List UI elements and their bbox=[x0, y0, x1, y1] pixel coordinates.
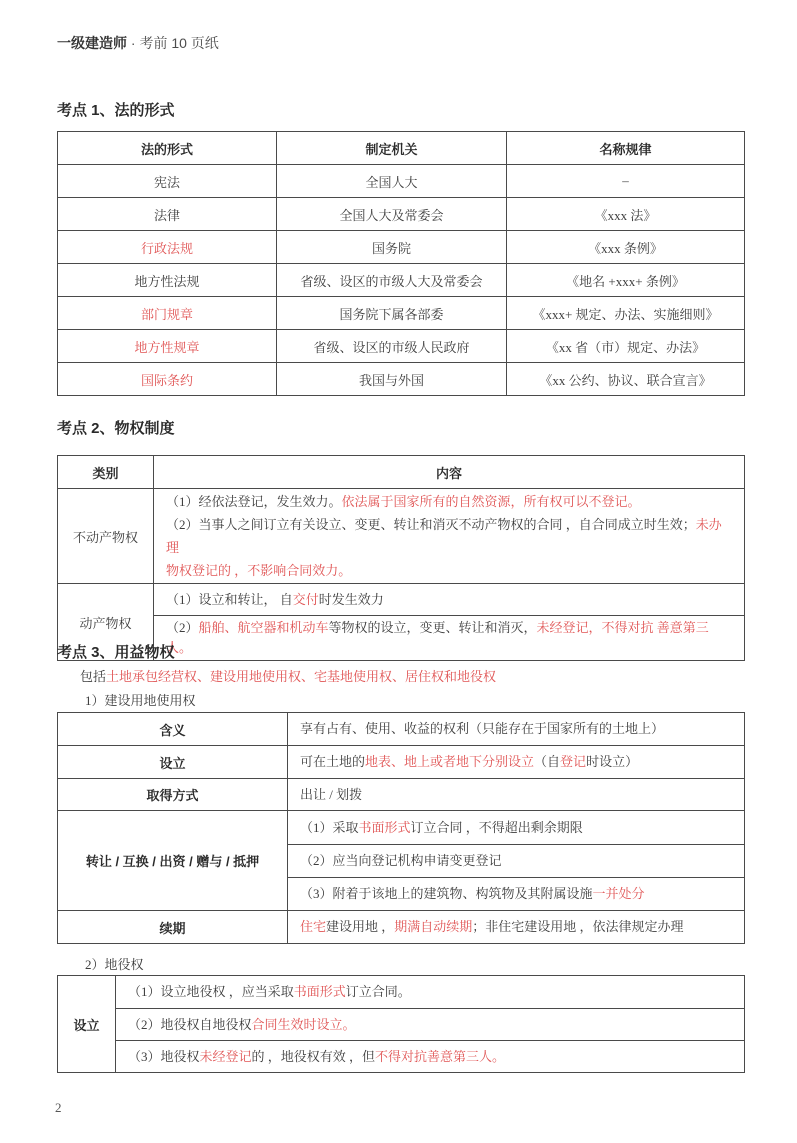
table-row bbox=[58, 489, 745, 584]
cell-transfer-item2: （2）应当向登记机构申请变更登记 bbox=[288, 845, 745, 878]
col-header-category: 类别 bbox=[58, 456, 154, 489]
cell-meaning-label: 含义 bbox=[58, 713, 288, 746]
table-row bbox=[58, 297, 745, 330]
table-row bbox=[58, 231, 745, 264]
cell-enacting-body: 全国人大及常委会 bbox=[277, 198, 507, 231]
cell-transfer-label: 转让 / 互换 / 出资 / 赠与 / 抵押 bbox=[58, 811, 288, 911]
col-header-law-form: 法的形式 bbox=[58, 132, 277, 165]
table-row bbox=[58, 198, 745, 231]
cell-enacting-body: 我国与外国 bbox=[277, 363, 507, 396]
cell-establishment-content: 可在土地的地表、地上或者地下分别设立（自登记时设立） bbox=[288, 746, 745, 779]
cell-easement-establishment-label: 设立 bbox=[58, 976, 116, 1073]
cell-law-form: 法律 bbox=[58, 198, 277, 231]
cell-naming-rule: 《xxx 条例》 bbox=[507, 231, 745, 264]
section-1-title: 考点 1、法的形式 bbox=[57, 102, 175, 119]
table-row bbox=[58, 1041, 745, 1073]
table-header-row bbox=[58, 132, 745, 165]
subsection-2-label: 2）地役权 bbox=[85, 957, 144, 972]
table-row bbox=[58, 779, 745, 811]
cell-meaning-content: 享有占有、使用、收益的权利（只能存在于国家所有的土地上） bbox=[288, 713, 745, 746]
col-header-naming-rule: 名称规律 bbox=[507, 132, 745, 165]
table-row bbox=[58, 911, 745, 944]
table-row bbox=[58, 1009, 745, 1041]
cell-enacting-body: 全国人大 bbox=[277, 165, 507, 198]
cell-law-form: 宪法 bbox=[58, 165, 277, 198]
cell-acquisition-label: 取得方式 bbox=[58, 779, 288, 811]
section-3-intro: 包括土地承包经营权、建设用地使用权、宅基地使用权、居住权和地役权 bbox=[80, 669, 497, 684]
law-forms-table bbox=[57, 131, 745, 396]
cell-immovable-property-label: 不动产物权 bbox=[58, 489, 154, 584]
cell-naming-rule: 《xx 公约、协议、联合宣言》 bbox=[507, 363, 745, 396]
brand-subtitle: · 考前 10 页纸 bbox=[127, 35, 219, 51]
cell-enacting-body: 国务院 bbox=[277, 231, 507, 264]
table-row bbox=[58, 330, 745, 363]
paragraph: 物权登记的 ，不影响合同效力。 bbox=[166, 563, 352, 578]
cell-enacting-body: 省级、设区的市级人民政府 bbox=[277, 330, 507, 363]
table-row bbox=[58, 584, 745, 616]
table-row bbox=[58, 165, 745, 198]
table-row bbox=[58, 976, 745, 1009]
cell-law-form: 行政法规 bbox=[58, 231, 277, 264]
cell-easement-item2: （2）地役权自地役权合同生效时设立。 bbox=[116, 1009, 745, 1041]
construction-land-use-right-table bbox=[57, 712, 745, 944]
cell-naming-rule: 《xxx+ 规定、办法、实施细则》 bbox=[507, 297, 745, 330]
cell-transfer-item1: （1）采取书面形式订立合同 ，不得超出剩余期限 bbox=[288, 811, 745, 845]
cell-law-form: 地方性法规 bbox=[58, 264, 277, 297]
table-header-row bbox=[58, 456, 745, 489]
section-3-title: 考点 3、用益物权 bbox=[57, 644, 175, 661]
cell-easement-item1: （1）设立地役权 ，应当采取书面形式订立合同。 bbox=[116, 976, 745, 1009]
paragraph: （2）当事人之间订立有关设立、变更、转让和消灭不动产物权的合同 ，自合同成立时生效；未办理 bbox=[166, 517, 722, 555]
table-row bbox=[58, 264, 745, 297]
cell-movable-property-item1: （1）设立和转让， 自交付时发生效力 bbox=[154, 584, 745, 616]
cell-naming-rule: 《地名 +xxx+ 条例》 bbox=[507, 264, 745, 297]
property-rights-table bbox=[57, 455, 745, 661]
cell-movable-property-item2: （2）船舶、航空器和机动车等物权的设立，变更、转让和消灭，未经登记，不得对抗 善意第三人。 bbox=[154, 616, 745, 661]
table-row bbox=[58, 811, 745, 845]
cell-renewal-label: 续期 bbox=[58, 911, 288, 944]
cell-immovable-property-content bbox=[154, 489, 745, 584]
brand-title: 一级建造师 bbox=[57, 35, 127, 51]
cell-naming-rule: 《xxx 法》 bbox=[507, 198, 745, 231]
subsection-1-label: 1）建设用地使用权 bbox=[85, 693, 196, 708]
col-header-enacting-body: 制定机关 bbox=[277, 132, 507, 165]
document-header bbox=[57, 33, 219, 53]
cell-movable-property-label: 动产物权 bbox=[58, 584, 154, 661]
cell-establishment-label: 设立 bbox=[58, 746, 288, 779]
cell-law-form: 部门规章 bbox=[58, 297, 277, 330]
paragraph: （1）经依法登记，发生效力。依法属于国家所有的自然资源，所有权可以不登记。 bbox=[166, 494, 641, 509]
cell-naming-rule: 《xx 省（市）规定、办法》 bbox=[507, 330, 745, 363]
cell-easement-item3: （3）地役权未经登记的 ，地役权有效 ，但不得对抗善意第三人。 bbox=[116, 1041, 745, 1073]
cell-renewal-content: 住宅建设用地 ，期满自动续期；非住宅建设用地 ，依法律规定办理 bbox=[288, 911, 745, 944]
cell-law-form: 国际条约 bbox=[58, 363, 277, 396]
page-number: 2 bbox=[55, 1100, 62, 1115]
cell-enacting-body: 省级、设区的市级人大及常委会 bbox=[277, 264, 507, 297]
cell-law-form: 地方性规章 bbox=[58, 330, 277, 363]
cell-naming-rule: – bbox=[507, 165, 745, 198]
table-row bbox=[58, 746, 745, 779]
col-header-content: 内容 bbox=[154, 456, 745, 489]
table-row bbox=[58, 363, 745, 396]
cell-acquisition-content: 出让 / 划拨 bbox=[288, 779, 745, 811]
easement-table bbox=[57, 975, 745, 1073]
section-2-title: 考点 2、物权制度 bbox=[57, 420, 175, 437]
cell-transfer-item3: （3）附着于该地上的建筑物、构筑物及其附属设施一并处分 bbox=[288, 878, 745, 911]
table-row bbox=[58, 713, 745, 746]
cell-enacting-body: 国务院下属各部委 bbox=[277, 297, 507, 330]
